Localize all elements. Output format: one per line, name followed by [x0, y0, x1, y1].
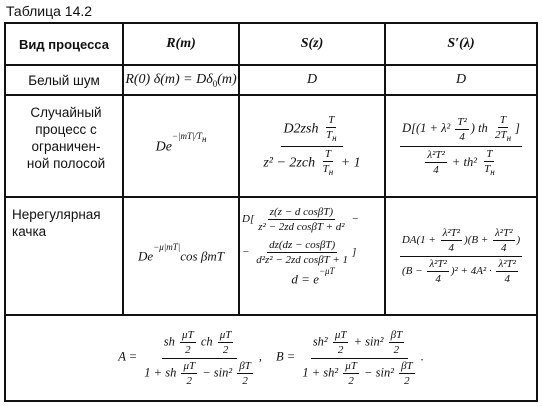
formula-a: A = sh $\frac{\mu T}{2}$ ch $\frac{\mu T}{2}$ 1 + sh $\frac{\mu T}{2}$ − sin² $\frac{\beta T}{2}$ ,: [118, 329, 263, 387]
row-label-band-limited: Случайный процесс с ограничен- ной полосой: [26, 105, 106, 171]
formula-b: B = sh² $\frac{\mu T}{2}$ + sin² $\frac{\beta T}{2}$ 1 + sh² $\frac{\mu T}{2}$ − sin² $\frac{\beta T}{2}$ .: [276, 329, 424, 387]
formula-r-band-limited: $De^{-|mT|/T_н}$: [155, 130, 207, 155]
header-spectral-z: S(z): [300, 36, 324, 51]
header-spectral-lambda: S′(λ): [447, 36, 475, 51]
formula-sp-white-noise: D: [455, 72, 467, 87]
formula-r-white-noise: R(0) $\delta(m) = D\delta_0(m)$: [125, 71, 237, 89]
row-label-irregular-rolling: Нерегулярная качка: [12, 207, 101, 239]
header-correlation: R(m): [166, 36, 196, 51]
table-caption: Таблица 14.2: [6, 3, 93, 19]
footer-definitions: [6, 316, 536, 400]
formula-sp-band-limited: D[(1 + λ² $\frac{\text{T²}}{4}$ ) th $\frac{T}{2T_н}$ ] $\frac{\text{λ²T²}}{4}$ + th² $\frac{T}{T_н}$: [402, 114, 520, 177]
row-label-white-noise: Белый шум: [28, 72, 100, 88]
formula-sp-irregular-rolling: DA(1 + $\frac{\text{λ²T²}}{4}$ )(B + $\frac{\text{λ²T²}}{4}$ ) (B − $\frac{\text{λ²T²}}{4}$ )² + 4A² · $\frac{\text{λ²T²}}{4}$: [401, 227, 521, 285]
formula-s-band-limited: D2zsh $\frac{T}{T_н}$ z² − 2zch $\frac{T}{T_н}$ + 1: [263, 114, 361, 177]
spectral-density-table: [4, 22, 538, 402]
formula-s-irregular-rolling: D[ $\frac{\text{z(z − d cosβT)}}{\text{z² − 2zd cosβT + d²}}$ − − $\frac{dz(dz - \cos\beta T)}{\text{d²z² − 2zd cosβT + 1}}$ ] $d = e^{-\mu T}$: [242, 206, 359, 287]
formula-s-white-noise: D: [306, 72, 318, 87]
header-process-type: Вид процесса: [19, 36, 109, 52]
formula-r-irregular-rolling: $De^{-\mu|mT|}\cos$ βmT: [138, 242, 224, 264]
